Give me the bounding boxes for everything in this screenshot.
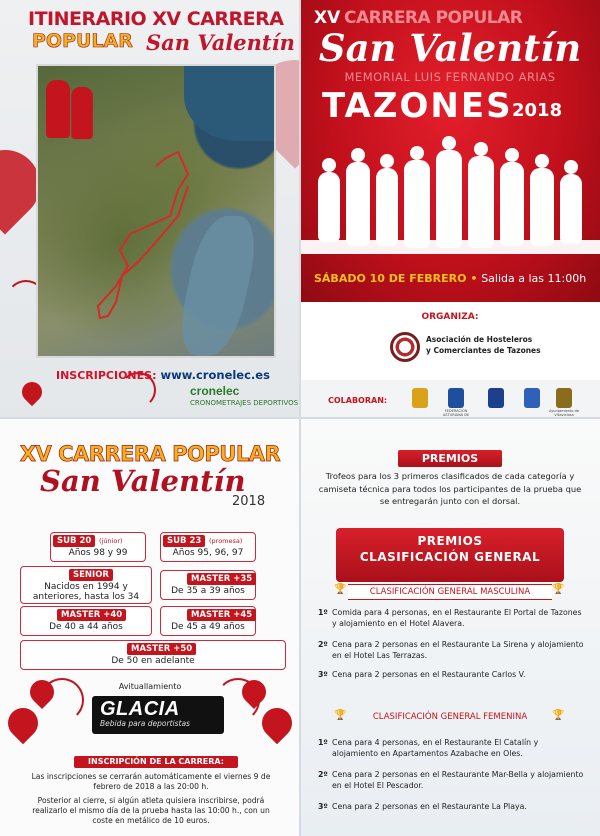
category-desc: Nacidos en 1994 y anteriores, hasta los 34 — [32, 582, 140, 602]
prize-text: Cena para 2 personas en el Restaurante Carlos V. — [332, 670, 526, 679]
category-tag: SENIOR — [69, 569, 113, 581]
race-date: SÁBADO 10 DE FEBRERO — [314, 272, 467, 285]
premios-intro: Trofeos para los 3 primeros clasificados de cada categoría y camiseta técnica para todos los participantes de la prueba que se entregarán junto con el dorsal. — [318, 471, 582, 506]
organizer-name — [426, 334, 541, 356]
glacia-brand: GLACIA — [100, 698, 180, 720]
inscripcion-text-1: Las inscripciones se cerrarán automáticamente el viernes 9 de febrero de 2018 a las 20:00 h. — [31, 772, 271, 791]
prize-position: 3º — [318, 670, 328, 679]
clasificacion-masculina-title: CLASIFICACIÓN GENERAL MASCULINA — [348, 584, 552, 600]
category-note: (promesa) — [209, 537, 243, 545]
trophy-icon: 🏆 — [334, 710, 347, 721]
category-desc: De 50 en adelante — [111, 656, 195, 666]
premios-clasificacion-line1: PREMIOS — [417, 534, 483, 548]
category-tag: MASTER +45 — [187, 609, 256, 621]
sponsor-caption: FEDERACIÓN ASTURIANA DE — [442, 409, 470, 417]
category-senior — [20, 566, 152, 604]
prize-text: Cena para 2 personas en el Restaurante Mar-Bella y alojamiento en el Hotel El Pescador. — [332, 770, 584, 790]
category-desc: Años 98 y 99 — [68, 548, 128, 558]
heart-decoration — [256, 702, 298, 744]
route-title-line1: ITINERARIO XV CARRERA — [28, 8, 284, 30]
organizer-name-line1: Asociación de Hosteleros — [426, 335, 533, 344]
category-sub23 — [160, 532, 256, 562]
inscripciones-line — [56, 368, 270, 382]
trophy-icon: 🏆 — [334, 584, 347, 595]
category-tag: MASTER +50 — [127, 643, 196, 655]
runner-silhouette-icon — [560, 174, 582, 244]
categories-title: XV CARRERA POPULAR — [19, 442, 281, 466]
category-master50 — [20, 640, 286, 670]
prize-position: 1º — [318, 608, 328, 617]
category-master40 — [20, 606, 152, 636]
categories-script-title: San Valentín — [40, 464, 246, 498]
poster-xv: XV — [314, 8, 341, 28]
heart-decoration — [18, 378, 46, 406]
premios-title-bar: PREMIOS — [398, 450, 502, 467]
prize-femenina-1 — [318, 738, 584, 759]
shield-icon — [412, 388, 428, 408]
poster-red-background — [300, 0, 600, 302]
runner-silhouette-icon — [376, 168, 398, 246]
runner-silhouette-icon — [530, 168, 554, 246]
category-tag: MASTER +35 — [187, 573, 256, 585]
poster-san-valentin: San Valentín — [318, 26, 582, 70]
route-title-script: San Valentín — [146, 30, 295, 55]
avituallamiento-label: Avituallamiento — [118, 682, 182, 691]
runner-silhouette-icon — [404, 160, 430, 248]
organiza-label: ORGANIZA: — [421, 312, 479, 322]
prize-masculina-3 — [318, 670, 584, 681]
sponsor-caption: Ayuntamiento de Villaviciosa — [549, 409, 579, 417]
route-map-panel — [0, 0, 300, 418]
category-desc: De 45 a 49 años — [171, 622, 245, 632]
poster-year: 2018 — [512, 100, 563, 121]
prize-masculina-1 — [318, 608, 584, 629]
heart-decoration — [2, 702, 44, 744]
category-note: (júnior) — [99, 537, 123, 545]
badge-icon — [488, 388, 504, 408]
category-desc: Años 95, 96, 97 — [172, 548, 244, 558]
categories-year: 2018 — [232, 494, 266, 509]
race-start-time: Salida a las 11:00h — [481, 272, 587, 285]
association-logo-icon — [390, 332, 420, 362]
glacia-tagline: Bebida para deportistas — [100, 719, 190, 728]
runner-silhouette-icon — [436, 150, 462, 248]
runner-silhouette-icon — [318, 172, 340, 242]
route-satellite-map — [36, 64, 276, 358]
prize-position: 2º — [318, 770, 328, 779]
inscripcion-title: INSCRIPCIÓN DE LA CARRERA: — [74, 756, 238, 768]
prize-text: Cena para 2 personas en el Restaurante La Sirena y alojamiento en el Hotel Las Terrazas. — [332, 640, 584, 660]
coat-of-arms-icon — [556, 388, 572, 408]
category-desc: De 40 a 44 años — [49, 622, 123, 632]
glacia-sponsor-logo — [92, 696, 224, 734]
prize-femenina-2 — [318, 770, 584, 791]
runner-silhouette-icon — [468, 156, 494, 248]
prize-position: 2º — [318, 640, 328, 649]
prize-femenina-3 — [318, 802, 584, 813]
prize-text: Comida para 4 personas, en el Restaurante El Portal de Tazones y alojamiento en el Hotel Alavera. — [332, 608, 582, 628]
premios-clasificacion-line2: CLASIFICACIÓN GENERAL — [359, 550, 541, 564]
runners-ground — [300, 240, 600, 254]
prize-text: Cena para 2 personas en el Restaurante La Playa. — [332, 802, 527, 811]
panel-divider-horizontal — [0, 417, 600, 419]
organizer-name-line2: y Comerciantes de Tazones — [426, 346, 541, 355]
prize-masculina-2 — [318, 640, 584, 661]
runner-silhouette-icon — [500, 162, 524, 246]
inscripciones-url-link[interactable]: www.cronelec.es — [160, 368, 270, 382]
route-path — [38, 66, 278, 360]
runner-silhouette-icon — [346, 162, 370, 246]
trophy-icon: 🏆 — [552, 584, 565, 595]
category-tag: SUB 20 — [53, 535, 95, 547]
square-logo-icon — [524, 388, 540, 408]
poster-tazones: TAZONES — [322, 86, 513, 126]
inscripcion-text-2: Posterior al cierre, si algún atleta quisiera inscribirse, podrá realizarlo el mismo día de la prueba hasta las 10:00 h., con un coste en metálico de 10 euros. — [32, 796, 270, 825]
category-master35 — [160, 570, 256, 600]
poster-carrera-popular: CARRERA POPULAR — [344, 8, 523, 28]
trophy-icon: 🏆 — [552, 710, 565, 721]
route-title-line2: POPULAR — [32, 30, 133, 52]
inscripciones-label: INSCRIPCIONES: — [56, 369, 157, 382]
category-desc: De 35 a 39 años — [171, 586, 245, 596]
race-poster-panel — [300, 0, 600, 418]
categories-panel — [0, 418, 300, 836]
category-tag: SUB 23 — [163, 535, 205, 547]
prizes-panel — [300, 418, 600, 836]
category-master45 — [160, 606, 256, 636]
prize-position: 3º — [318, 802, 328, 811]
category-sub20 — [50, 532, 146, 562]
prize-text: Cena para 4 personas, en el Restaurante El Catalín y alojamiento en Apartamentos Azabache en Oles. — [332, 738, 539, 758]
prize-position: 1º — [318, 738, 328, 747]
cronelec-logo: cronelec — [190, 384, 240, 398]
clasificacion-femenina-title: CLASIFICACIÓN GENERAL FEMENINA — [372, 712, 528, 722]
race-date-line: SÁBADO 10 DE FEBRERO • Salida a las 11:00h — [314, 272, 587, 285]
category-tag: MASTER +40 — [57, 609, 126, 621]
colaboran-label: COLABORAN: — [328, 396, 388, 405]
poster-memorial: MEMORIAL LUIS FERNANDO ARIAS — [344, 70, 556, 84]
shield-icon — [448, 388, 464, 408]
cronelec-tagline: CRONOMETRAJES DEPORTIVOS — [190, 399, 299, 407]
